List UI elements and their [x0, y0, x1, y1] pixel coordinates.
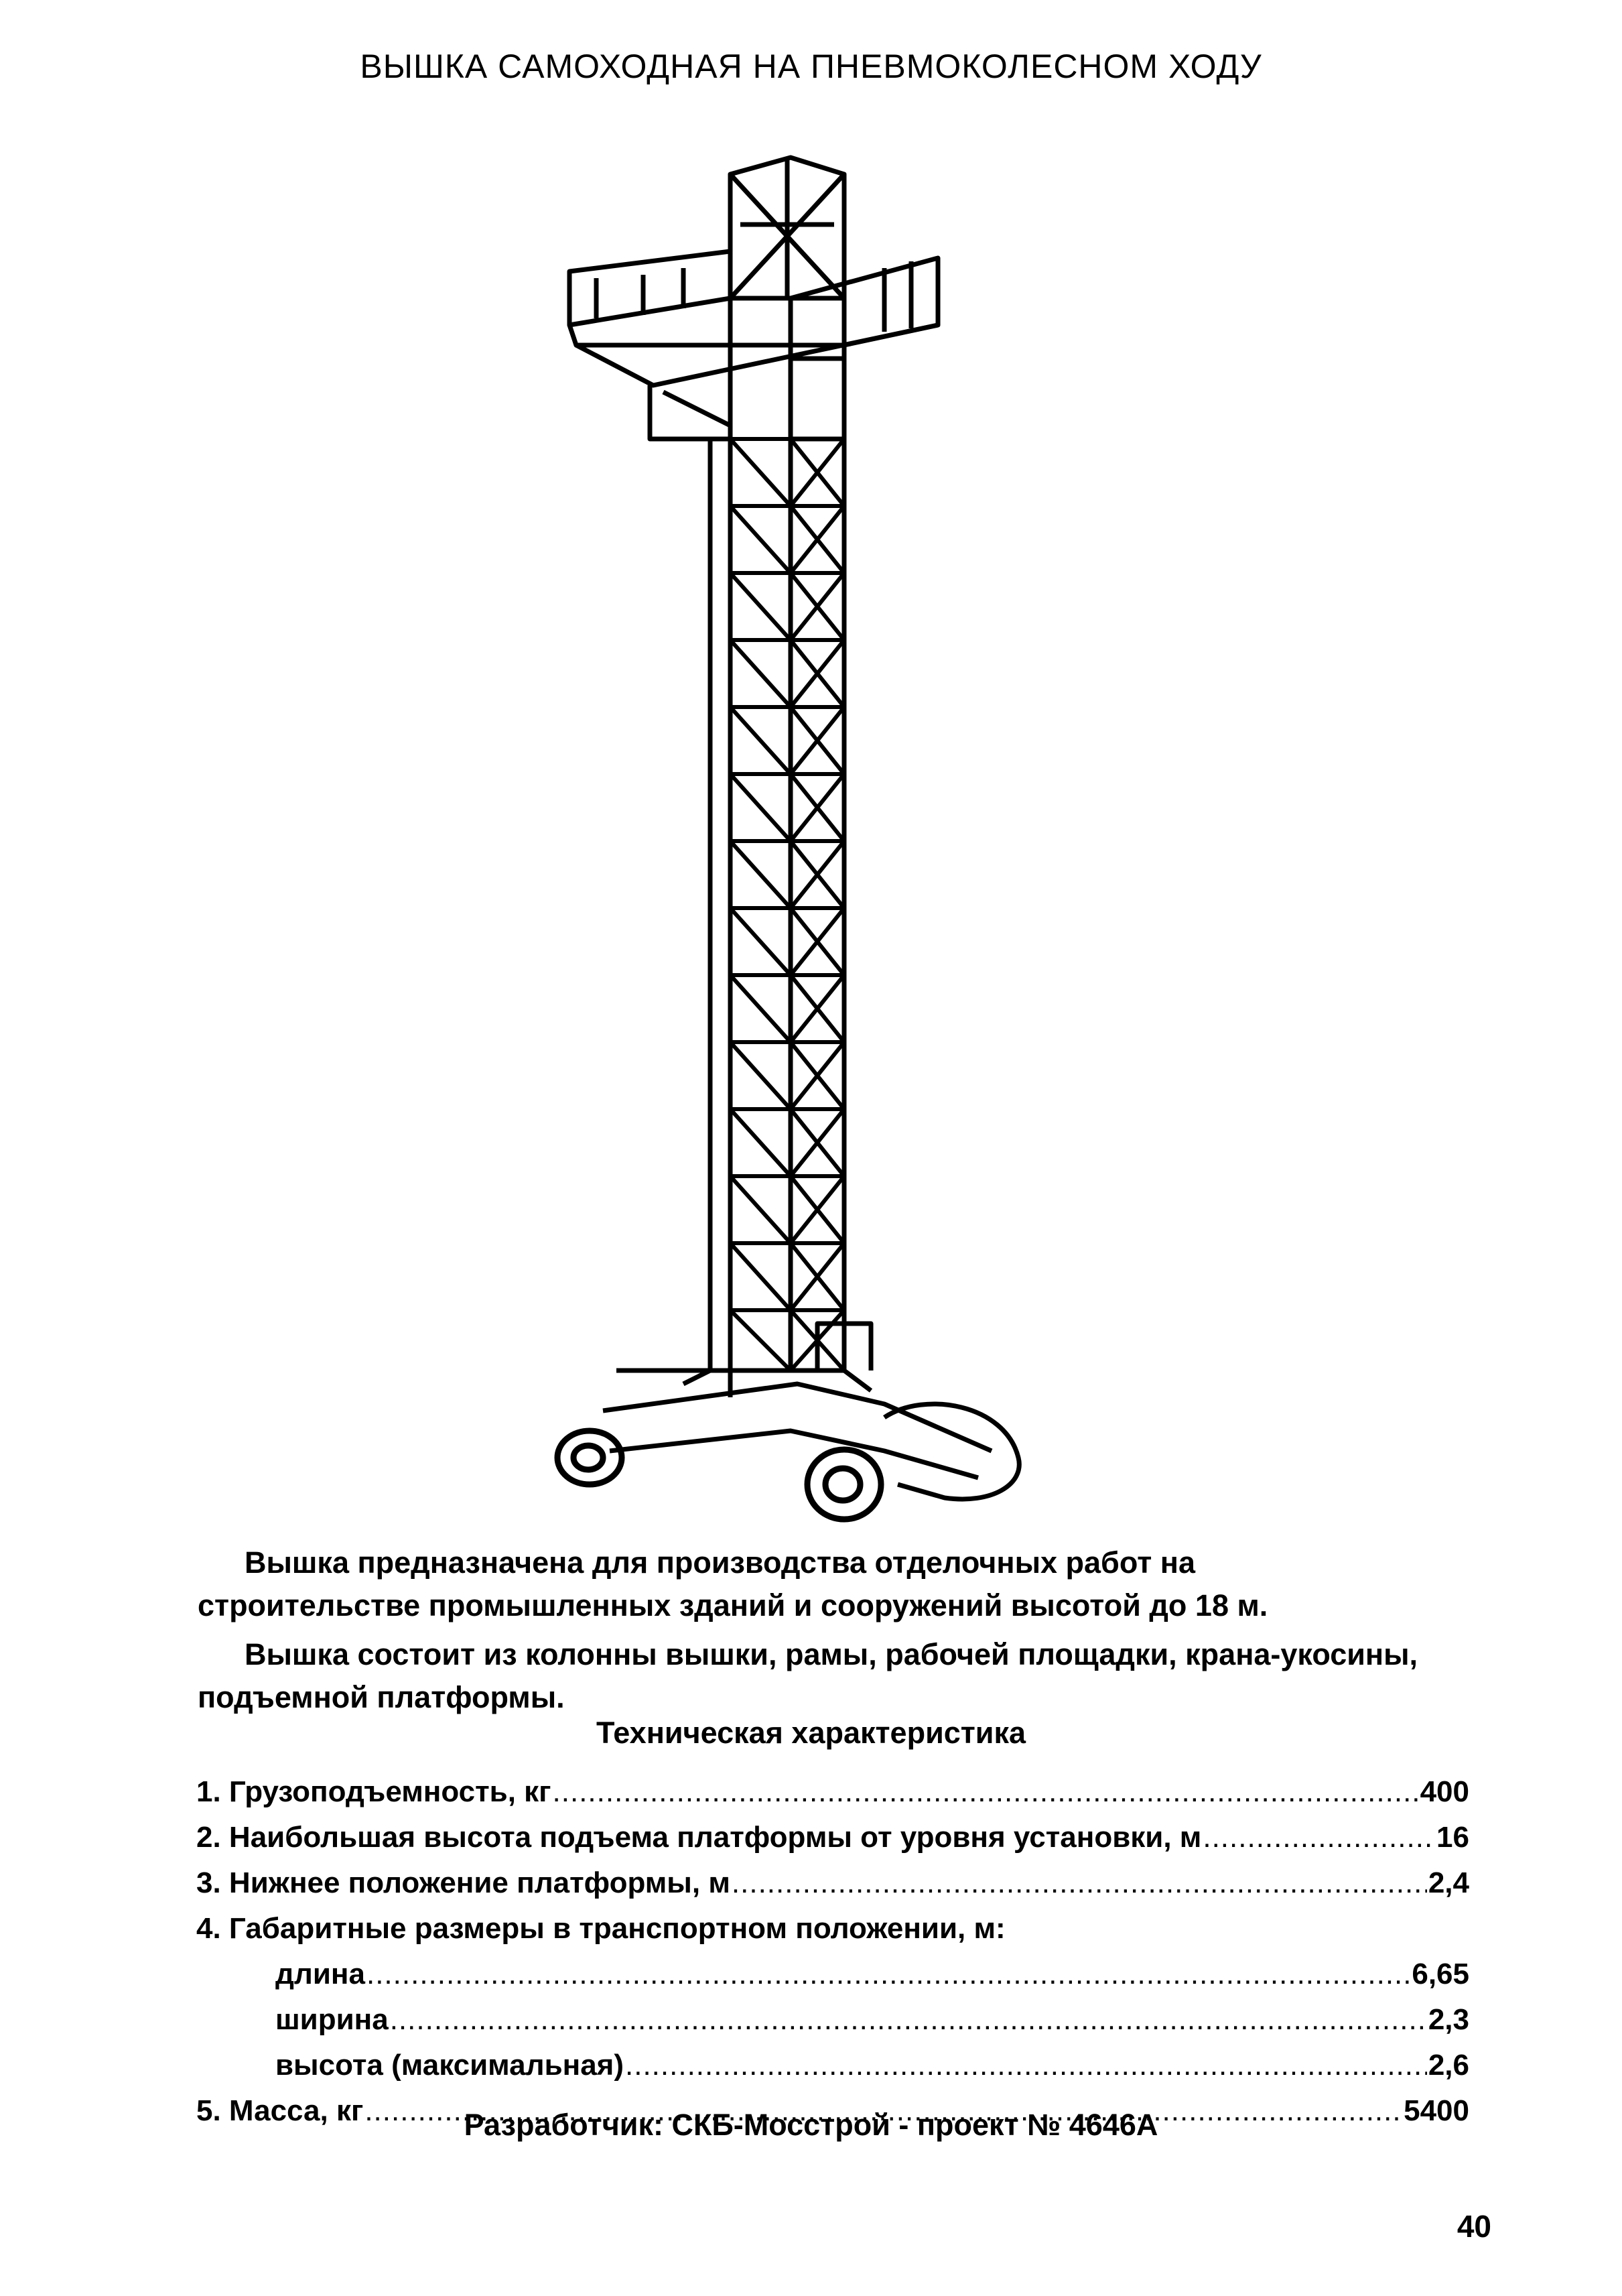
leader-dots — [625, 2043, 1427, 2088]
spec-row — [196, 2043, 1469, 2088]
spec-value: 6,65 — [1412, 1958, 1469, 1990]
spec-label: 1. Грузоподъемность, кг — [196, 1775, 551, 1808]
spec-value: 5400 — [1404, 2094, 1469, 2127]
spec-row — [196, 1815, 1469, 1860]
spec-value: 2,4 — [1428, 1866, 1469, 1899]
spec-label: 2. Наибольшая высота подъема платформы от уровня установки, м — [196, 1821, 1202, 1854]
spec-label: 5. Масса, кг — [196, 2094, 364, 2127]
spec-label: длина — [275, 1958, 365, 1990]
spec-label: ширина — [275, 2003, 389, 2036]
page-number: 40 — [1457, 2209, 1491, 2244]
leader-dots — [732, 1860, 1427, 1906]
description-paragraph-1 — [198, 1541, 1511, 1627]
developer-note: Разработчик: СКБ-Мосстрой - проект № 4646А — [464, 2108, 1158, 2142]
leader-dots — [553, 1769, 1419, 1815]
spec-row — [196, 1906, 1469, 1952]
description-line: Вышка предназначена для производства отделочных работ на — [245, 1545, 1195, 1580]
description-line: строительстве промышленных зданий и сооружений высотой до 18 м. — [198, 1588, 1268, 1622]
spec-value: 2,3 — [1428, 2003, 1469, 2036]
spec-label: 4. Габаритные размеры в транспортном положении, м: — [196, 1912, 1006, 1945]
spec-label: 3. Нижнее положение платформы, м — [196, 1866, 730, 1899]
specs-list — [196, 1769, 1469, 2134]
spec-row — [196, 1769, 1469, 1815]
page-title: ВЫШКА САМОХОДНАЯ НА ПНЕВМОКОЛЕСНОМ ХОДУ — [360, 48, 1262, 85]
leader-dots — [366, 1952, 1410, 1997]
leader-dots — [1203, 1815, 1435, 1860]
spec-row — [196, 1997, 1469, 2043]
leader-dots — [390, 1997, 1427, 2043]
description-line: подъемной платформы. — [198, 1680, 565, 1714]
spec-value: 16 — [1436, 1821, 1469, 1854]
spec-row — [196, 1952, 1469, 1997]
spec-row — [196, 1860, 1469, 1906]
self-propelled-tower-illustration — [509, 144, 1045, 1525]
spec-value: 400 — [1420, 1775, 1469, 1808]
specs-heading: Техническая характеристика — [596, 1716, 1026, 1750]
description-line: Вышка состоит из колонны вышки, рамы, рабочей площадки, крана-укосины, — [245, 1637, 1418, 1671]
spec-label: высота (максимальная) — [275, 2049, 624, 2082]
description-paragraph-2 — [198, 1633, 1511, 1719]
spec-value: 2,6 — [1428, 2049, 1469, 2082]
